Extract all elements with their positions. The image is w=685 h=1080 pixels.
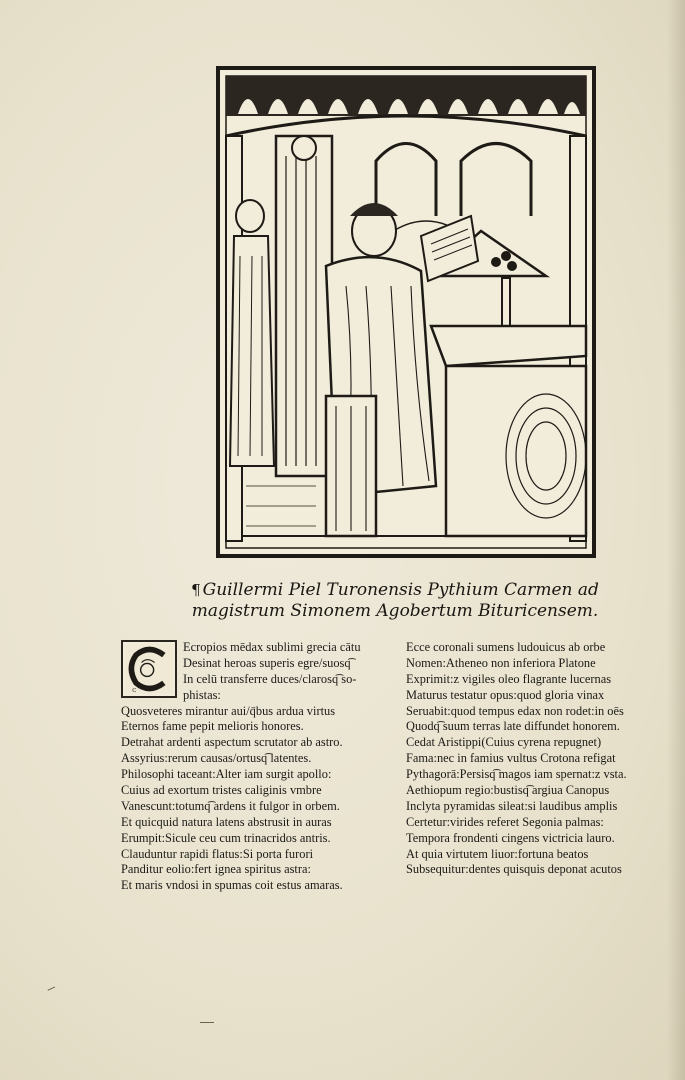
right-text-column (406, 640, 678, 878)
poem-title-line-1: ¶ Guillermi Piel Turonensis Pythium Carmen ad (191, 580, 599, 600)
paper-speck (48, 986, 57, 993)
text-line: At quia virtutem liuor:fortuna beatos (406, 846, 589, 861)
text-line: Quosveteres mirantur aui/q̄bus ardua virtus (121, 703, 336, 718)
text-line: Ecropios mēdax sublimi grecia cātu (183, 640, 361, 654)
text-line: Desinat heroas superis egre/suosq͡ (183, 655, 351, 670)
text-line: Pythagorā:Persisq͡ magos iam spernat:z vsta. (406, 767, 627, 782)
left-text-column (121, 640, 397, 894)
gutter-shadow (667, 0, 685, 1080)
text-line: Exprimit:z vigiles oleo flagrante lucernas (406, 671, 612, 686)
text-line: Eternos fame pepit melioris honores. (121, 719, 304, 734)
text-line: In celū transferre duces/clarosq͡ so- (183, 671, 357, 686)
text-line: Quodq͡ suum terras late diffundet honorem. (406, 719, 620, 734)
woodcut-illustration (216, 66, 596, 558)
text-line: Clauduntur rapidi flatus:Si porta furori (121, 846, 314, 861)
text-line: Assyrius:rerum causas/ortusq͡ latentes. (121, 751, 312, 766)
initial-letter: C (132, 688, 137, 695)
text-line: Seruabit:quod tempus edax non rodet:in oēs (406, 703, 624, 718)
text-line: Panditur eolio:fert ignea spiritus astra: (121, 862, 311, 877)
text-line: phistas: (183, 687, 221, 702)
text-line: Philosophi taceant:Alter iam surgit apollo: (121, 767, 332, 782)
text-line: Et quicquid natura latens abstrusit in auras (121, 814, 332, 829)
text-line: Cuius ad exortum tristes caliginis vmbre (121, 783, 322, 798)
text-line: Tempora frondenti cingens victricia lauro. (406, 830, 615, 845)
text-line: Maturus testatur opus:quod gloria vinax (406, 687, 605, 702)
paper-speck (200, 1022, 214, 1026)
text-line: Erumpit:Sicule ceu cum trinacridos antris. (121, 830, 331, 845)
text-line: Et maris vndosi in spumas coit estus amaras. (121, 878, 343, 893)
text-line: Aethiopum regio:bustisq͡ argiua Canopus (406, 783, 610, 798)
text-line: Fama:nec in famius vultus Crotona refigat (406, 751, 616, 766)
poem-title-line-2: magistrum Simonem Agobertum Bituricensem. (191, 601, 599, 621)
poem-title (160, 580, 630, 622)
text-line: Ecce coronali sumens ludouicus ab orbe (406, 640, 606, 654)
text-line: Detrahat ardenti aspectum scrutator ab astro. (121, 735, 343, 750)
text-line: Inclyta pyramidas sileat:si laudibus amplis (406, 798, 618, 813)
text-line: Vanescunt:totumq͡ ardens it fulgor in orbem. (121, 798, 340, 813)
pilcrow-mark: ¶ (191, 581, 201, 599)
text-line: Cedat Aristippi(Cuius cyrena repugnet) (406, 735, 602, 750)
text-line: Certetur:virides referet Segonia palmas: (406, 814, 604, 829)
text-line: Nomen:Atheneo non inferiora Platone (406, 655, 596, 670)
text-line: Subsequitur:dentes quisquis deponat acutos (406, 862, 622, 877)
